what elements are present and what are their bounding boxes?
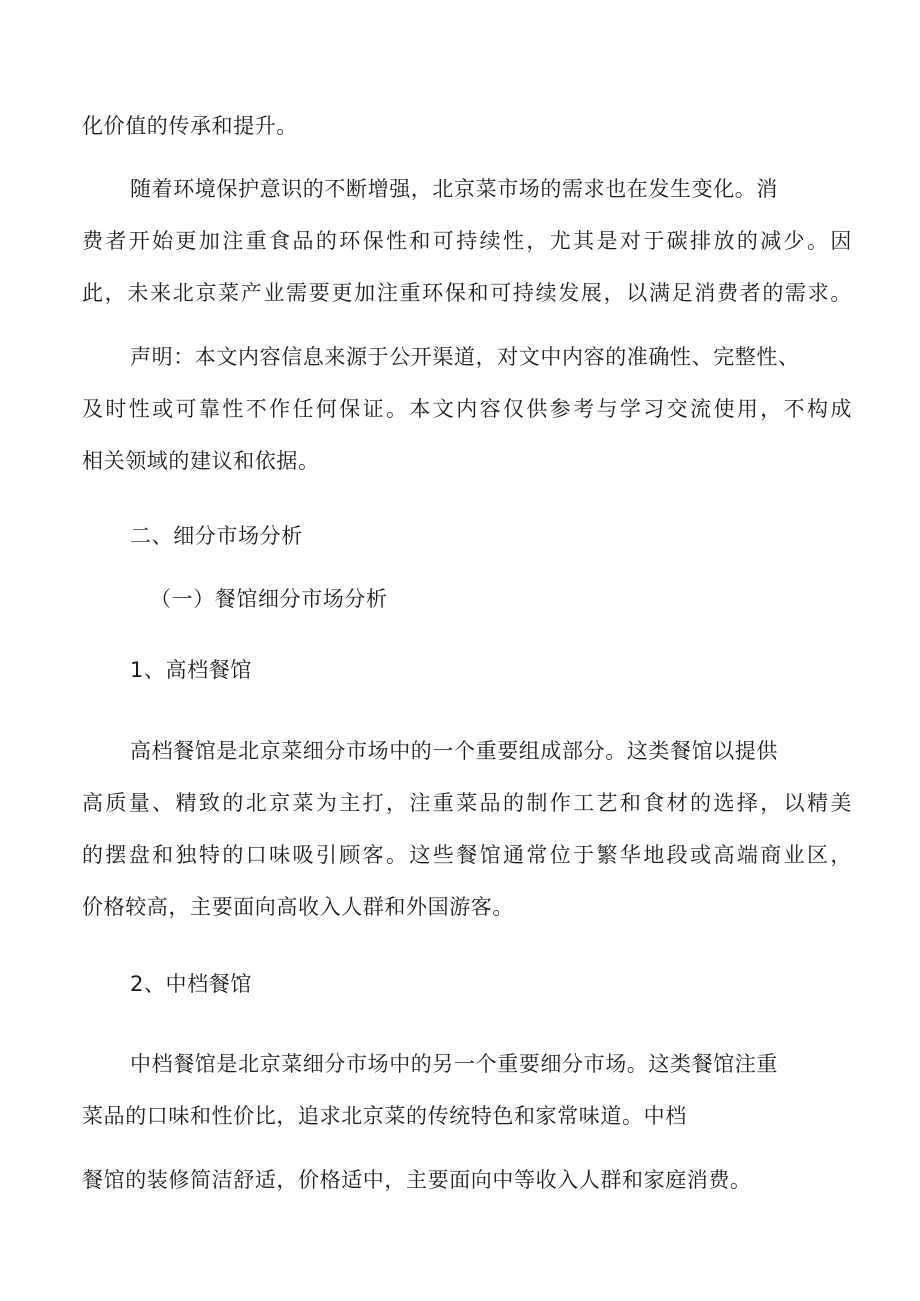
paragraph-line: 高档餐馆是北京菜细分市场中的一个重要组成部分。这类餐馆以提供: [130, 739, 778, 763]
item-heading-high-end: 1、高档餐馆: [130, 658, 252, 682]
disclaimer-line: 及时性或可靠性不作任何保证。本文内容仅供参考与学习交流使用，不构成: [82, 397, 852, 421]
section-heading: 二、细分市场分析: [130, 524, 303, 548]
paragraph-line: 的摆盘和独特的口味吸引顾客。这些餐馆通常位于繁华地段或高端商业区，: [82, 843, 852, 867]
subsection-heading: （一）餐馆细分市场分析: [150, 587, 388, 611]
paragraph-line: 菜品的口味和性价比，追求北京菜的传统特色和家常味道。中档: [82, 1104, 687, 1128]
paragraph-line: 化价值的传承和提升。: [82, 114, 298, 138]
item-heading-mid-range: 2、中档餐馆: [130, 972, 252, 996]
paragraph-line: 随着环境保护意识的不断增强，北京菜市场的需求也在发生变化。消: [130, 177, 778, 201]
disclaimer-line: 相关领域的建议和依据。: [82, 449, 320, 473]
paragraph-line: 中档餐馆是北京菜细分市场中的另一个重要细分市场。这类餐馆注重: [130, 1052, 778, 1076]
paragraph-line: 价格较高，主要面向高收入人群和外国游客。: [82, 895, 514, 919]
disclaimer-line: 声明：本文内容信息来源于公开渠道，对文中内容的准确性、完整性、: [130, 345, 800, 369]
paragraph-line: 费者开始更加注重食品的环保性和可持续性，尤其是对于碳排放的减少。因: [82, 229, 852, 253]
paragraph-line: 餐馆的装修简洁舒适，价格适中，主要面向中等收入人群和家庭消费。: [82, 1168, 752, 1192]
paragraph-line: 此，未来北京菜产业需要更加注重环保和可持续发展，以满足消费者的需求。: [82, 281, 852, 305]
paragraph-line: 高质量、精致的北京菜为主打，注重菜品的制作工艺和食材的选择，以精美: [82, 791, 852, 815]
